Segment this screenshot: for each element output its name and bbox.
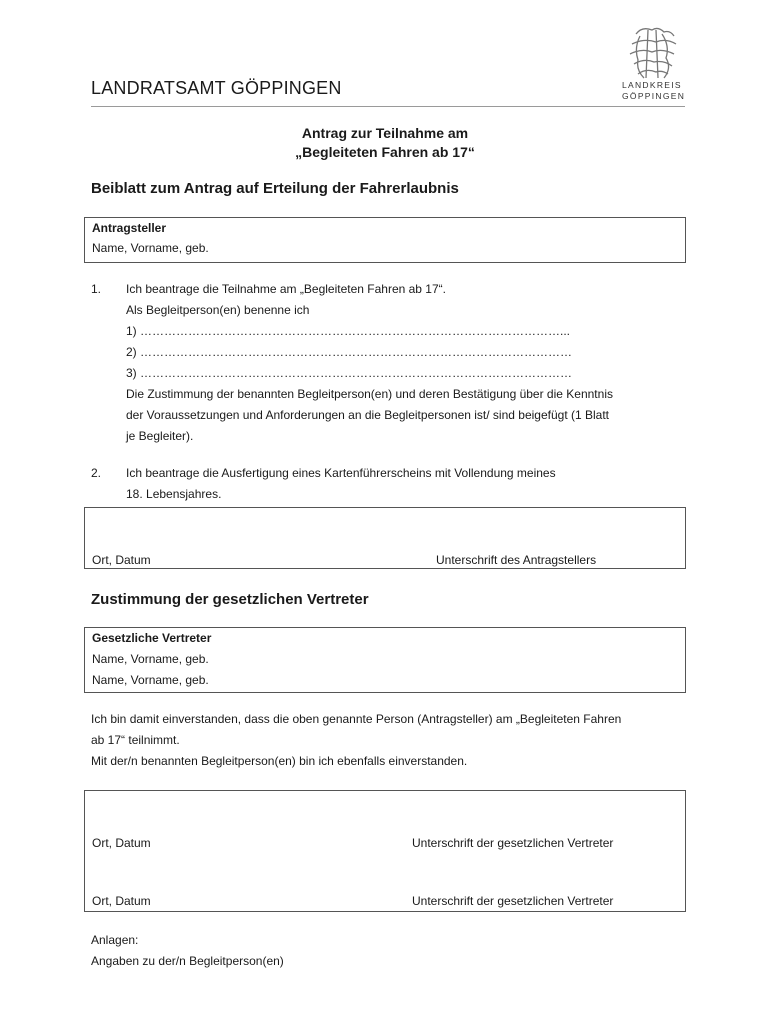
- logo-line-1: LANDKREIS: [622, 80, 682, 90]
- form-title-line-1: Antrag zur Teilnahme am: [301, 125, 469, 141]
- item1-consent-line1: Die Zustimmung der benannten Begleitperson(en) und deren Bestätigung über die Kenntnis: [126, 387, 613, 401]
- item1-consent-line2: der Voraussetzungen und Anforderungen an die Begleitpersonen ist/ sind beigefügt (1 Blatt: [126, 408, 610, 422]
- section1-heading: Beiblatt zum Antrag auf Erteilung der Fahrerlaubnis: [91, 180, 459, 197]
- applicant-label: Antragsteller: [92, 221, 167, 235]
- guardian-2-name-field: Name, Vorname, geb.: [92, 673, 209, 687]
- applicant-signature-box[interactable]: [84, 507, 686, 569]
- authority-title: LANDRATSAMT GÖPPINGEN: [91, 78, 342, 98]
- item2-line2: 18. Lebensjahres.: [126, 487, 222, 501]
- guardian-1-place-date: Ort, Datum: [92, 836, 151, 850]
- item1-line1: Ich beantrage die Teilnahme am „Begleiteten Fahren ab 17“.: [126, 282, 446, 296]
- applicant-name-field: Name, Vorname, geb.: [92, 241, 209, 255]
- header-divider: [91, 106, 685, 107]
- companion-2-field[interactable]: 2) ………………………………………………………………………………………………: [126, 345, 573, 359]
- guardian-consent-line1: Ich bin damit einverstanden, dass die oben genannte Person (Antragsteller) am „Begleiteten Fahren: [91, 712, 622, 726]
- item1-line2: Als Begleitperson(en) benenne ich: [126, 303, 310, 317]
- attachments-item: Angaben zu der/n Begleitperson(en): [91, 954, 284, 968]
- applicant-signature-label: Unterschrift des Antragstellers: [436, 553, 597, 567]
- guardians-signature-box[interactable]: [84, 790, 686, 912]
- companion-1-field[interactable]: 1) ……………………………………………………………………………………………...: [126, 324, 571, 338]
- attachments-label: Anlagen:: [91, 933, 139, 947]
- guardian-2-place-date: Ort, Datum: [92, 894, 151, 908]
- logo-text: [622, 80, 685, 102]
- item2-line1: Ich beantrage die Ausfertigung eines Kartenführerscheins mit Vollendung meines: [126, 466, 556, 480]
- item2-number: 2.: [91, 466, 102, 480]
- applicant-place-date: Ort, Datum: [92, 553, 151, 567]
- logo-line-2: GÖPPINGEN: [622, 91, 686, 101]
- companion-3-field[interactable]: 3) ………………………………………………………………………………………………: [126, 366, 573, 380]
- section2-heading: Zustimmung der gesetzlichen Vertreter: [91, 591, 369, 608]
- guardians-box[interactable]: [84, 627, 686, 693]
- guardian-2-signature-label: Unterschrift der gesetzlichen Vertreter: [412, 894, 614, 908]
- guardian-1-signature-label: Unterschrift der gesetzlichen Vertreter: [412, 836, 614, 850]
- guardian-1-name-field: Name, Vorname, geb.: [92, 652, 209, 666]
- guardians-label: Gesetzliche Vertreter: [92, 631, 212, 645]
- guardian-consent-line2: ab 17“ teilnimmt.: [91, 733, 180, 747]
- guardian-consent-line3: Mit der/n benannten Begleitperson(en) bin ich ebenfalls einverstanden.: [91, 754, 468, 768]
- applicant-box[interactable]: [84, 217, 686, 263]
- item1-number: 1.: [91, 282, 102, 296]
- form-title-line-2: „Begleiteten Fahren ab 17“: [295, 144, 475, 160]
- item1-consent-line3: je Begleiter).: [126, 429, 194, 443]
